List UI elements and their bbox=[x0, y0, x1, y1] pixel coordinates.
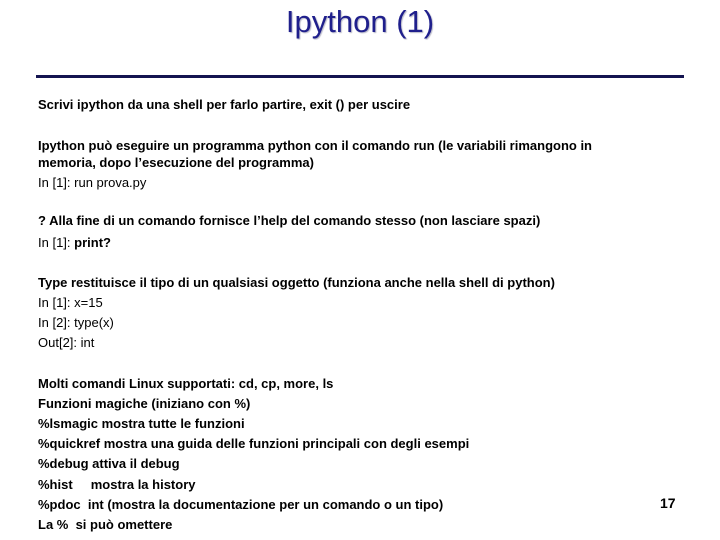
code-line: In [1]: x=15 bbox=[38, 295, 103, 310]
title-divider bbox=[36, 75, 684, 78]
text-line: La % si può omettere bbox=[38, 517, 173, 532]
text-line: %quickref mostra una guida delle funzioni principali con degli esempi bbox=[38, 436, 470, 451]
text-line: ? Alla fine di un comando fornisce l’help del comando stesso (non lasciare spazi) bbox=[38, 213, 541, 228]
text-line: Ipython può eseguire un programma python con il comando run (le variabili rimangono in bbox=[38, 138, 592, 153]
code-line: In [1]: run prova.py bbox=[38, 175, 147, 190]
text-line: Molti comandi Linux supportati: cd, cp, more, ls bbox=[38, 376, 334, 391]
text-line: %hist mostra la history bbox=[38, 477, 196, 492]
text-line: memoria, dopo l’esecuzione del programma) bbox=[38, 155, 314, 170]
code-line: In [2]: type(x) bbox=[38, 315, 114, 330]
text-line: %lsmagic mostra tutte le funzioni bbox=[38, 416, 245, 431]
text-line: %debug attiva il debug bbox=[38, 456, 180, 471]
text-line: Scrivi ipython da una shell per farlo partire, exit () per uscire bbox=[38, 97, 411, 112]
text-line: Funzioni magiche (iniziano con %) bbox=[38, 396, 251, 411]
code-prompt: In [1]: bbox=[38, 235, 75, 250]
code-command: print? bbox=[74, 235, 111, 250]
text-line: Type restituisce il tipo di un qualsiasi oggetto (funziona anche nella shell di python) bbox=[38, 275, 555, 290]
text-line: %pdoc int (mostra la documentazione per un comando o un tipo) bbox=[38, 497, 444, 512]
code-line bbox=[38, 235, 111, 251]
code-line: Out[2]: int bbox=[38, 335, 95, 350]
page-number: 17 bbox=[660, 495, 676, 511]
slide-title: Ipython (1) bbox=[285, 4, 435, 39]
